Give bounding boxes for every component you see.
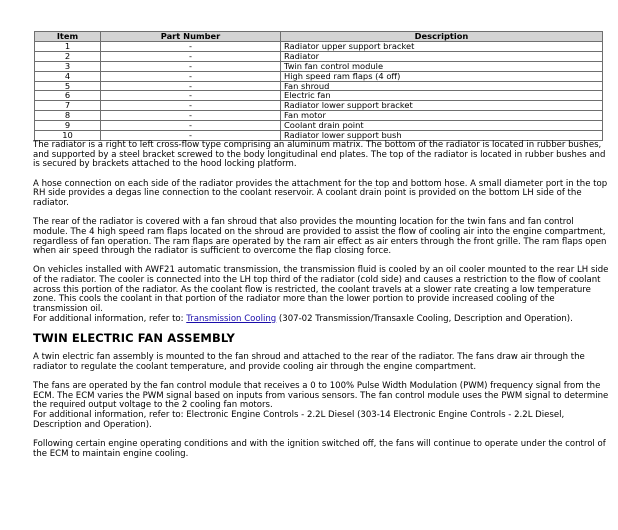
table-cell-description: Radiator lower support bush — [281, 131, 603, 141]
table-cell-description: High speed ram flaps (4 off) — [281, 71, 603, 81]
table-cell-item: 5 — [35, 81, 101, 91]
table-cell-item: 9 — [35, 121, 101, 131]
table-cell-description: Coolant drain point — [281, 121, 603, 131]
paragraph-oil-cooler: On vehicles installed with AWF21 automatic transmission, the transmission fluid is cooled by an oil cooler mounted to the rear LH side of the radiator. The cooler is connected into the LH top third of the radiator (cold side) and causes a restriction to the flow of coolant across this portion of the radiator. As the coolant flow is restricted, the coolant travels at a slower rate creating a low temperature zone. This cools the coolant in that portion of the radiator more than the lower portion to provide increased cooling of the transmission oil. — [33, 265, 609, 315]
table-cell-description: Fan shroud — [281, 81, 603, 91]
table-cell-part-number: - — [101, 131, 281, 141]
table-row — [35, 81, 603, 91]
table-row — [35, 101, 603, 111]
paragraph-fan-control: The fans are operated by the fan control module that receives a 0 to 100% Pulse Width Modulation (PWM) frequency signal from the ECM. The ECM varies the PWM signal based on inputs from various sensors. The fan control module uses the PWM signal to determine the required output voltage to the 2 cooling fan motors. — [33, 381, 609, 411]
reference-prefix: For additional information, refer to: — [33, 313, 187, 324]
table-row — [35, 71, 603, 81]
table-cell-part-number: - — [101, 91, 281, 101]
table-header-row — [35, 32, 603, 42]
header-description: Description — [281, 32, 603, 42]
document-page — [0, 31, 618, 459]
table-cell-part-number: - — [101, 81, 281, 91]
section-heading: TWIN ELECTRIC FAN ASSEMBLY — [33, 331, 235, 346]
table-cell-part-number: - — [101, 61, 281, 71]
table-cell-description: Radiator — [281, 51, 603, 61]
table-cell-part-number: - — [101, 101, 281, 111]
table-cell-item: 7 — [35, 101, 101, 111]
table-cell-item: 1 — [35, 41, 101, 51]
table-row — [35, 51, 603, 61]
reference-transmission-cooling — [33, 315, 609, 325]
parts-table — [34, 31, 603, 141]
table-cell-part-number: - — [101, 71, 281, 81]
transmission-cooling-link[interactable]: Transmission Cooling — [186, 313, 277, 324]
table-row — [35, 121, 603, 131]
table-cell-description: Radiator upper support bracket — [281, 41, 603, 51]
table-cell-description: Radiator lower support bracket — [281, 101, 603, 111]
table-row — [35, 61, 603, 71]
reference-engine-controls: For additional information, refer to: Electronic Engine Controls - 2.2L Diesel (303-14 Electronic Engine Controls - 2.2L Diesel, Description and Operation). — [33, 409, 565, 430]
header-item: Item — [35, 32, 101, 42]
table-cell-part-number: - — [101, 51, 281, 61]
document-body — [33, 141, 609, 459]
table-cell-item: 8 — [35, 111, 101, 121]
table-cell-description: Electric fan — [281, 91, 603, 101]
table-cell-item: 2 — [35, 51, 101, 61]
table-cell-description: Fan motor — [281, 111, 603, 121]
header-part-number: Part Number — [101, 32, 281, 42]
paragraph-radiator-construction: The radiator is a right to left cross-flow type comprising an aluminum matrix. The bottom of the radiator is located in rubber bushes, and supported by a steel bracket screwed to the body longitudinal end plates. The top of the radiator is located in rubber bushes and is secured by brackets attached to the hood locking platform. — [33, 139, 606, 170]
table-cell-item: 4 — [35, 71, 101, 81]
reference-suffix: (307-02 Transmission/Transaxle Cooling, Description and Operation). — [276, 313, 573, 324]
paragraph-run-on: Following certain engine operating conditions and with the ignition switched off, the fans will continue to operate under the control of the ECM to maintain engine cooling. — [33, 438, 606, 459]
paragraph-fan-shroud: The rear of the radiator is covered with a fan shroud that also provides the mounting location for the twin fans and fan control module. The 4 high speed ram flaps located on the shroud are provided to assist the flow of cooling air into the engine compartment, regardless of fan operation. The ram flaps are operated by the ram air effect as air enters through the front grille. The ram flaps open when air speed through the radiator is sufficient to overcome the flap closing force. — [33, 217, 607, 257]
paragraph-hose-connections: A hose connection on each side of the radiator provides the attachment for the top and bottom hose. A small diameter port in the top RH side provides a degas line connection to the coolant reservoir. A coolant drain point is provided on the bottom LH side of the radiator. — [33, 178, 608, 208]
table-row — [35, 131, 603, 141]
paragraph-fan-assembly: A twin electric fan assembly is mounted to the fan shroud and attached to the rear of the radiator. The fans draw air through the radiator to regulate the coolant temperature, and provide cooling air through the engine compartment. — [33, 352, 585, 372]
table-cell-item: 10 — [35, 131, 101, 141]
table-cell-item: 3 — [35, 61, 101, 71]
table-cell-item: 6 — [35, 91, 101, 101]
table-row — [35, 91, 603, 101]
table-cell-description: Twin fan control module — [281, 61, 603, 71]
table-cell-part-number: - — [101, 111, 281, 121]
table-row — [35, 41, 603, 51]
table-cell-part-number: - — [101, 41, 281, 51]
table-cell-part-number: - — [101, 121, 281, 131]
table-row — [35, 111, 603, 121]
